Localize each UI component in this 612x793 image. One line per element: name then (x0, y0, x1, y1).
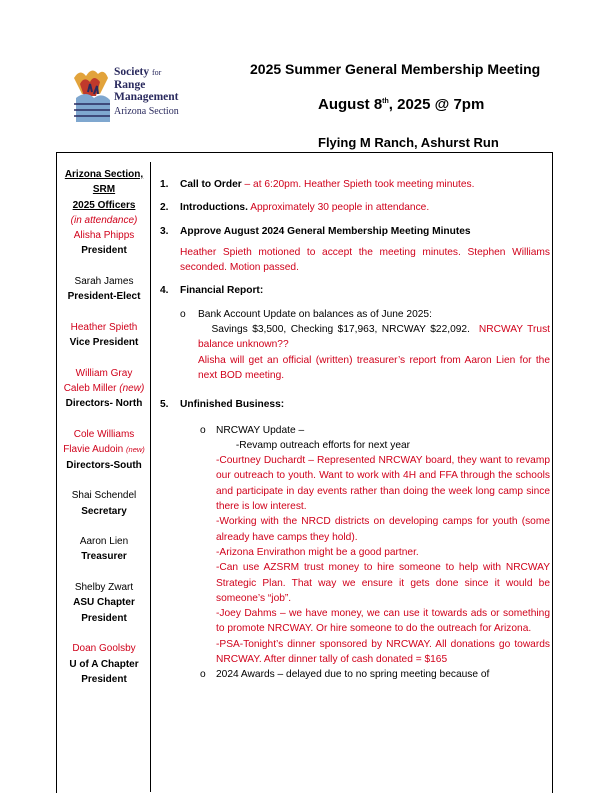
officer-role: President-Elect (67, 291, 141, 303)
agenda-item-3: 3. Approve August 2024 General Membership Meeting Minutes (160, 225, 471, 237)
nrcway-note: -Courtney Duchardt – Represented NRCWAY board, they want to revamp our outreach to youth. Want to work with 4H and FFA through the schools and participate in day events rather than doing the week long camp since there is low interest. (216, 455, 550, 513)
sidebar-heading-2: SRM (92, 184, 116, 196)
agenda-item-2: 2. Introductions. Approximately 30 people in attendance. (160, 202, 430, 214)
officer-name: Shelby Zwart (74, 582, 134, 594)
financial-bullet: o Bank Account Update on balances as of June 2025: (180, 308, 432, 320)
logo-line3: Management (114, 91, 179, 103)
officer-name: Alisha Phipps (73, 230, 135, 242)
officer-name: Heather Spieth (70, 321, 138, 333)
sidebar-heading-3: 2025 Officers (72, 199, 136, 211)
meeting-title: 2025 Summer General Membership Meeting (250, 61, 541, 77)
agenda-item-5: 5. Unfinished Business: (160, 399, 285, 411)
item-3-note: Heather Spieth motioned to accept the meeting minutes. Stephen Williams seconded. Motion passed. (180, 246, 550, 274)
nrcway-bullet: o NRCWAY Update – (200, 424, 305, 436)
treasurer-note: Alisha will get an official (written) treasurer’s report from Aaron Lien for the next BOD meeting. (198, 354, 550, 381)
nrcway-note: -Can use AZSRM trust money to hire someone to help with NRCWAY Strategic Plan. That way we ensure it gets done since it would be someone’s “job”. (216, 562, 550, 604)
nrcway-subline: -Revamp outreach efforts for next year (235, 439, 411, 451)
nrcway-note: -Working with the NRCD districts on developing camps for youth (some already have camps they hold). (216, 516, 550, 543)
officer-name: Doan Goolsby (72, 643, 136, 655)
meeting-location: Flying M Ranch, Ashurst Run (318, 135, 499, 150)
officer-role: Directors- North (65, 398, 143, 410)
nrcway-note: -Arizona Envirathon might be a good partner. (216, 546, 419, 558)
logo-line1: Society (114, 66, 150, 78)
agenda-item-1: 1. Call to Order – at 6:20pm. Heather Spieth took meeting minutes. (160, 179, 475, 190)
nrcway-note: -PSA-Tonight’s dinner sponsored by NRCWAY. All donations go towards NRCWAY. After dinner tally of cash donated = $165 (216, 638, 550, 666)
attendance-note: (in attendance) (70, 214, 138, 226)
officer-role: Vice President (69, 337, 139, 349)
agenda-item-4: 4. Financial Report: (160, 285, 264, 297)
officer-role: Directors-South (66, 459, 142, 471)
officer-role: President (81, 245, 127, 257)
nrcway-note: -Joey Dahms – we have money, we can use it towards ads or something to promote NRCWAY. Or hire someone to do the outreach for Arizona. (216, 608, 550, 635)
logo-line1-small: for (152, 68, 162, 77)
officer-role: Secretary (81, 505, 127, 517)
officer-role: Treasurer (81, 551, 127, 563)
officer-name: Flavie Audoin (new) (63, 444, 145, 456)
column-divider (150, 162, 151, 792)
logo-line2: Range (114, 79, 146, 91)
awards-bullet: o 2024 Awards – delayed due to no spring meeting because of (200, 669, 490, 681)
balances: Savings $3,500, Checking $17,963, NRCWAY $22,092. NRCWAY Trust balance unknown?? (198, 324, 550, 351)
meeting-minutes (160, 177, 550, 683)
officer-name: Cole Williams (73, 429, 135, 441)
meeting-date: August 8th, 2025 @ 7pm (318, 96, 485, 113)
officer-name: Shai Schendel (71, 490, 137, 502)
officers-sidebar (58, 167, 150, 687)
officer-name: Aaron Lien (79, 536, 129, 548)
officer-role: ASU Chapter (73, 597, 135, 609)
officer-name: William Gray (75, 367, 133, 379)
srm-emblem-icon (70, 64, 116, 126)
sidebar-heading-1: Arizona Section, (64, 169, 144, 180)
officer-role: President (81, 612, 127, 624)
officer-name: Caleb Miller (new) (63, 383, 145, 395)
officer-role: President (81, 673, 127, 685)
officer-role: U of A Chapter (69, 658, 139, 670)
officer-name: Sarah James (74, 276, 134, 288)
logo-line4: Arizona Section (114, 106, 179, 117)
srm-logo (70, 64, 180, 126)
